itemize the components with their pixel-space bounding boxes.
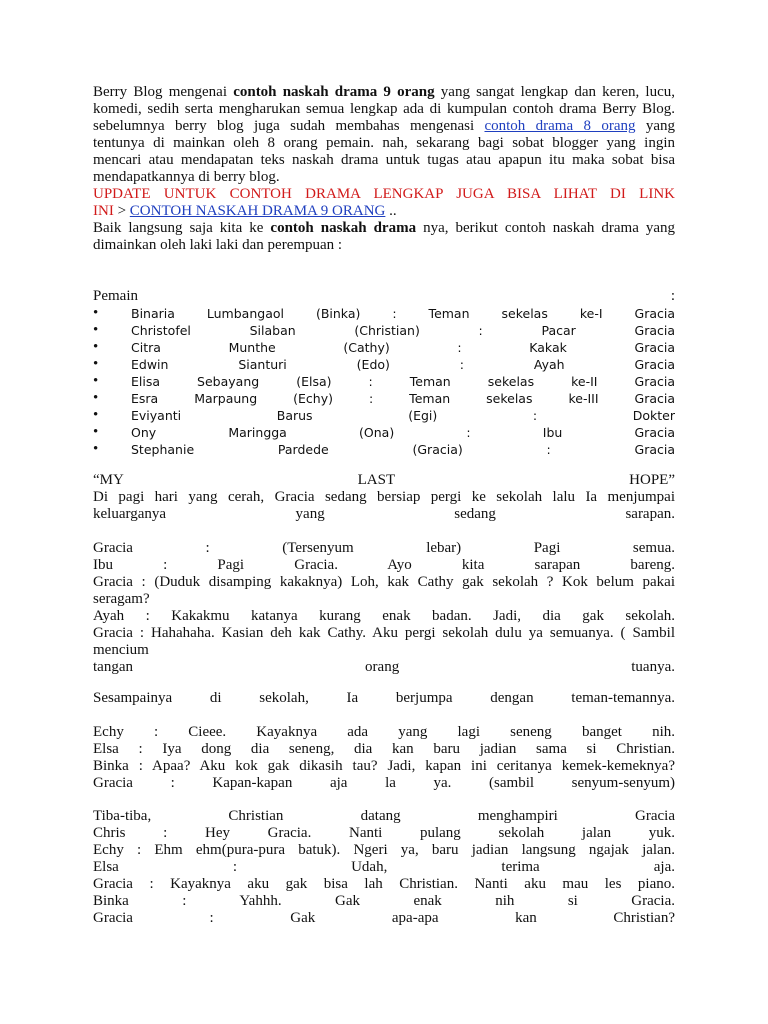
baik-text: nya, berikut contoh naskah drama yang [416,220,675,236]
story-title: “MY LAST HOPE” [93,472,675,488]
cast-row [93,407,675,424]
bullet-icon: • [93,390,99,406]
dialogue-line: mencium [93,642,149,658]
dialogue-line: seragam? [93,591,150,607]
dialogue-line: Binka : Yahhh. Gak enak nih si Gracia. [93,893,675,909]
cast-row [93,441,675,458]
baik-line: dimainkan oleh laki laki dan perempuan : [93,237,343,253]
cast-member-text: Stephanie Pardede (Gracia) : Gracia [131,442,675,457]
cast-header [93,288,675,305]
contoh-drama-8-orang-link[interactable]: contoh drama 8 orang [484,118,636,134]
intro-text: yang sangat lengkap dan keren, lucu, [434,84,675,100]
cast-row [93,373,675,390]
cast-member-text: Citra Munthe (Cathy) : Kakak Gracia [131,340,675,355]
dialogue-line: Gracia : Kayaknya aku gak bisa lah Christian. Nanti aku mau les piano. [93,876,675,892]
intro-text: sebelumnya berry blog juga sudah membahas mengenasi [93,118,485,134]
cast-member-text: Binaria Lumbangaol (Binka) : Teman sekelas ke-I Gracia [131,306,675,321]
baik-line [93,220,675,237]
dialogue-line: Echy : Ehm ehm(pura-pura batuk). Ngeri ya, baru jadian langsung ngajak jalan. [93,842,675,858]
intro-line: komedi, sedih serta mengharukan semua lengkap ada di kumpulan contoh drama Berry Blog. [93,101,675,117]
intro-line [93,84,675,101]
story-paragraph-2 [93,690,675,707]
story-line: Di pagi hari yang cerah, Gracia sedang bersiap pergi ke sekolah lalu Ia menjumpai [93,489,675,505]
cast-row [93,305,675,322]
story-line: Sesampainya di sekolah, Ia berjumpa dengan teman-temannya. [93,690,675,706]
intro-line: mencari atau mendapatan teks naskah drama untuk tugas atau apapun itu maka sobat bisa [93,152,675,168]
baik-paragraph [93,220,675,254]
cast-member-text: Elisa Sebayang (Elsa) : Teman sekelas ke-II Gracia [131,374,675,389]
update-ini-text: INI [93,203,114,219]
story-paragraph-1 [93,489,675,523]
intro-text: yang [635,118,675,134]
update-notice [93,186,675,220]
dialogue-line: Gracia : (Tersenyum lebar) Pagi semua. [93,540,675,556]
cast-row [93,390,675,407]
cast-row [93,339,675,356]
bullet-icon: • [93,339,99,355]
dialogue-line: Ibu : Pagi Gracia. Ayo kita sarapan bareng. [93,557,675,573]
cast-member-text: Ony Maringga (Ona) : Ibu Gracia [131,425,675,440]
dialogue-line: Elsa : Iya dong dia seneng, dia kan baru jadian sama si Christian. [93,741,675,757]
dialogue-line: tangan orang tuanya. [93,659,675,675]
bullet-icon: • [93,356,99,372]
cast-list [93,288,675,458]
bullet-icon: • [93,441,99,457]
cast-member-text: Esra Marpaung (Echy) : Teman sekelas ke-III Gracia [131,391,675,406]
dialogue-line: Echy : Cieee. Kayaknya ada yang lagi seneng banget nih. [93,724,675,740]
dialogue-group-3 [93,808,675,927]
intro-line: tentunya di mainkan oleh 8 orang pemain. nah, sekarang bagi sobat blogger yang ingin [93,135,675,151]
intro-line: mendapatkannya di berry blog. [93,169,280,185]
dialogue-line: Tiba-tiba, Christian datang menghampiri Gracia [93,808,675,824]
dialogue-line: Binka : Apaa? Aku kok gak dikasih tau? Jadi, kapan ini ceritanya kemek-kemeknya? [93,758,675,774]
intro-keyword: contoh naskah drama 9 orang [233,84,435,100]
dialogue-line: Ayah : Kakakmu katanya kurang enak badan. Jadi, dia gak sekolah. [93,608,675,624]
intro-line [93,118,675,135]
bullet-icon: • [93,424,99,440]
dialogue-group-2 [93,724,675,792]
update-line [93,203,675,220]
dialogue-line: Gracia : Kapan-kapan aja la ya. (sambil senyum-senyum) [93,775,675,791]
intro-text: Berry Blog mengenai [93,84,234,100]
cast-header-text: Pemain : [93,288,675,304]
bullet-icon: • [93,322,99,338]
dialogue-line: Gracia : Hahahaha. Kasian deh kak Cathy. Aku pergi sekolah dulu ya semuanya. ( Sambil [93,625,675,641]
cast-member-text: Edwin Sianturi (Edo) : Ayah Gracia [131,357,675,372]
cast-member-text: Christofel Silaban (Christian) : Pacar Gracia [131,323,675,338]
baik-text: Baik langsung saja kita ke [93,220,271,236]
dialogue-line: Gracia : Gak apa-apa kan Christian? [93,910,675,926]
bullet-icon: • [93,407,99,423]
dialogue-group-1 [93,540,675,676]
dialogue-line: Chris : Hey Gracia. Nanti pulang sekolah jalan yuk. [93,825,675,841]
update-tail: .. [385,203,397,219]
cast-row [93,424,675,441]
cast-member-text: Eviyanti Barus (Egi) : Dokter [131,408,675,423]
contoh-naskah-drama-9-orang-link[interactable]: CONTOH NASKAH DRAMA 9 ORANG [129,203,386,219]
story-title-block [93,472,675,489]
story-line: keluarganya yang sedang sarapan. [93,506,675,522]
dialogue-line: Gracia : (Duduk disamping kakaknya) Loh, kak Cathy gak sekolah ? Kok belum pakai [93,574,675,590]
intro-paragraph [93,84,675,186]
cast-row [93,356,675,373]
cast-row [93,322,675,339]
bullet-icon: • [93,305,99,321]
update-line: UPDATE UNTUK CONTOH DRAMA LENGKAP JUGA BISA LIHAT DI LINK [93,186,675,202]
bullet-icon: • [93,373,99,389]
dialogue-line: Elsa : Udah, terima aja. [93,859,675,875]
update-arrow: > [113,203,130,219]
baik-keyword: contoh naskah drama [270,220,417,236]
